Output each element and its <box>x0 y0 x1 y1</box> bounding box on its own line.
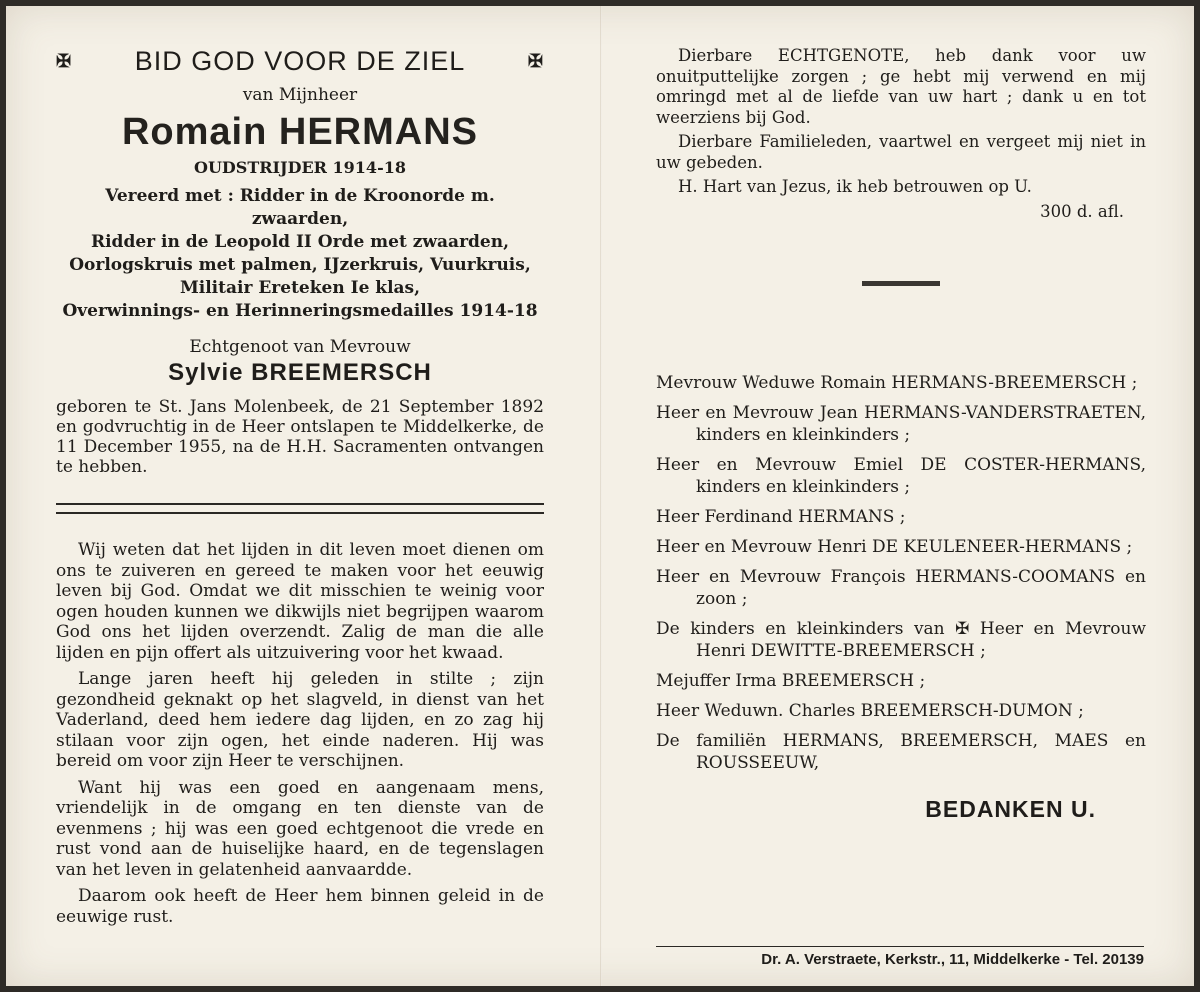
right-panel <box>656 46 1146 823</box>
list-item: Heer en Mevrouw Emiel DE COSTER-HERMANS, kinders en kleinkinders ; <box>656 454 1146 497</box>
cross-icon: ✠ <box>56 51 73 71</box>
paragraph: Dierbare ECHTGENOTE, heb dank voor uw onuitputtelijke zorgen ; ge hebt mij verwend en mij omringd met al de liefde van uw hart ; dank u en tot weerziens bij God. <box>656 46 1146 127</box>
spouse-name: Sylvie BREEMERSCH <box>168 359 432 386</box>
deceased-rank: OUDSTRIJDER 1914-18 <box>194 158 406 177</box>
thanks-text: BEDANKEN U. <box>925 795 1096 822</box>
paragraph: Lange jaren heeft hij geleden in stilte ; zijn gezondheid geknakt op het slagveld, in dienst van het Vaderland, deed hem iedere dag lijden, en zo zag hij stilaan voor zijn ogen, het einde naderen. Hij was bereid om voor zijn Heer te verschijnen. <box>56 669 544 771</box>
cross-icon: ✠ <box>527 51 544 71</box>
honour-line: Overwinnings- en Herinneringsmedailles 1914-18 <box>62 301 538 321</box>
memorial-card <box>6 6 1194 986</box>
page-title: BID GOD VOOR DE ZIEL <box>134 46 466 76</box>
honour-line: Militair Ereteken Ie klas, <box>179 278 421 298</box>
paragraph: Daarom ook heeft de Heer hem binnen geleid in de eeuwige rust. <box>56 886 544 927</box>
list-item: De kinders en kleinkinders van ✠ Heer en Mevrouw Henri DEWITTE-BREEMERSCH ; <box>656 618 1146 661</box>
short-divider <box>862 281 940 286</box>
biography: geboren te St. Jans Molenbeek, de 21 September 1892 en godvruchtig in de Heer ontslapen te Middelkerke, de 11 December 1955, na de H.H. Sacramenten ontvangen te hebben. <box>56 397 544 477</box>
double-rule-divider <box>56 503 544 514</box>
spouse-intro: Echtgenoot van Mevrouw <box>189 337 411 357</box>
honour-line: Vereerd met : Ridder in de Kroonorde m. zwaarden, <box>105 186 495 229</box>
list-item: Mevrouw Weduwe Romain HERMANS-BREEMERSCH ; <box>656 372 1138 393</box>
list-item: Mejuffer Irma BREEMERSCH ; <box>656 670 926 691</box>
honours-list <box>56 185 544 323</box>
prayer-text <box>656 46 1146 198</box>
deceased-name: Romain HERMANS <box>121 111 479 153</box>
left-panel <box>56 46 544 933</box>
paragraph: Wij weten dat het lijden in dit leven moet dienen om ons te zuiveren en gereed te maken voor het eeuwig leven bij God. Omdat we dit misschien te weinig voor ogen houden kunnen we dikwijls niet begrijpen waarom God ons het lijden overzendt. Zalig de man die alle lijden en pijn offert als uitzuivering voor het kwaad. <box>56 540 544 663</box>
indulgence-note: 300 d. afl. <box>1040 201 1124 221</box>
printer-imprint: Dr. A. Verstraete, Kerkstr., 11, Middelkerke - Tel. 20139 <box>656 946 1144 968</box>
intro-text: van Mijnheer <box>242 85 358 105</box>
list-item: Heer Ferdinand HERMANS ; <box>656 506 906 527</box>
paragraph: H. Hart van Jezus, ik heb betrouwen op U. <box>678 177 1032 196</box>
list-item: Heer en Mevrouw Henri DE KEULENEER-HERMANS ; <box>656 536 1133 557</box>
honour-line: Oorlogskruis met palmen, IJzerkruis, Vuurkruis, <box>69 255 531 275</box>
list-item: Heer en Mevrouw Jean HERMANS-VANDERSTRAETEN, kinders en kleinkinders ; <box>656 402 1146 445</box>
card-fold <box>600 6 602 986</box>
header <box>56 46 544 77</box>
list-item: Heer Weduwn. Charles BREEMERSCH-DUMON ; <box>656 700 1084 721</box>
family-list <box>656 372 1146 774</box>
paragraph: Want hij was een goed en aangenaam mens, vriendelijk in de omgang en ten dienste van de evenmens ; hij was een goed echtgenoot die vrede en rust vond aan de huiselijke haard, en de tegenslagen van het leven in gelatenheid aanvaardde. <box>56 777 544 880</box>
list-item: De familiën HERMANS, BREEMERSCH, MAES en ROUSSEEUW, <box>656 730 1146 773</box>
list-item: Heer en Mevrouw François HERMANS-COOMANS en zoon ; <box>656 566 1146 609</box>
honour-line: Ridder in de Leopold II Orde met zwaarden, <box>90 232 510 252</box>
paragraph: Dierbare Familieleden, vaartwel en vergeet mij niet in uw gebeden. <box>656 132 1146 172</box>
meditation-text <box>56 540 544 927</box>
